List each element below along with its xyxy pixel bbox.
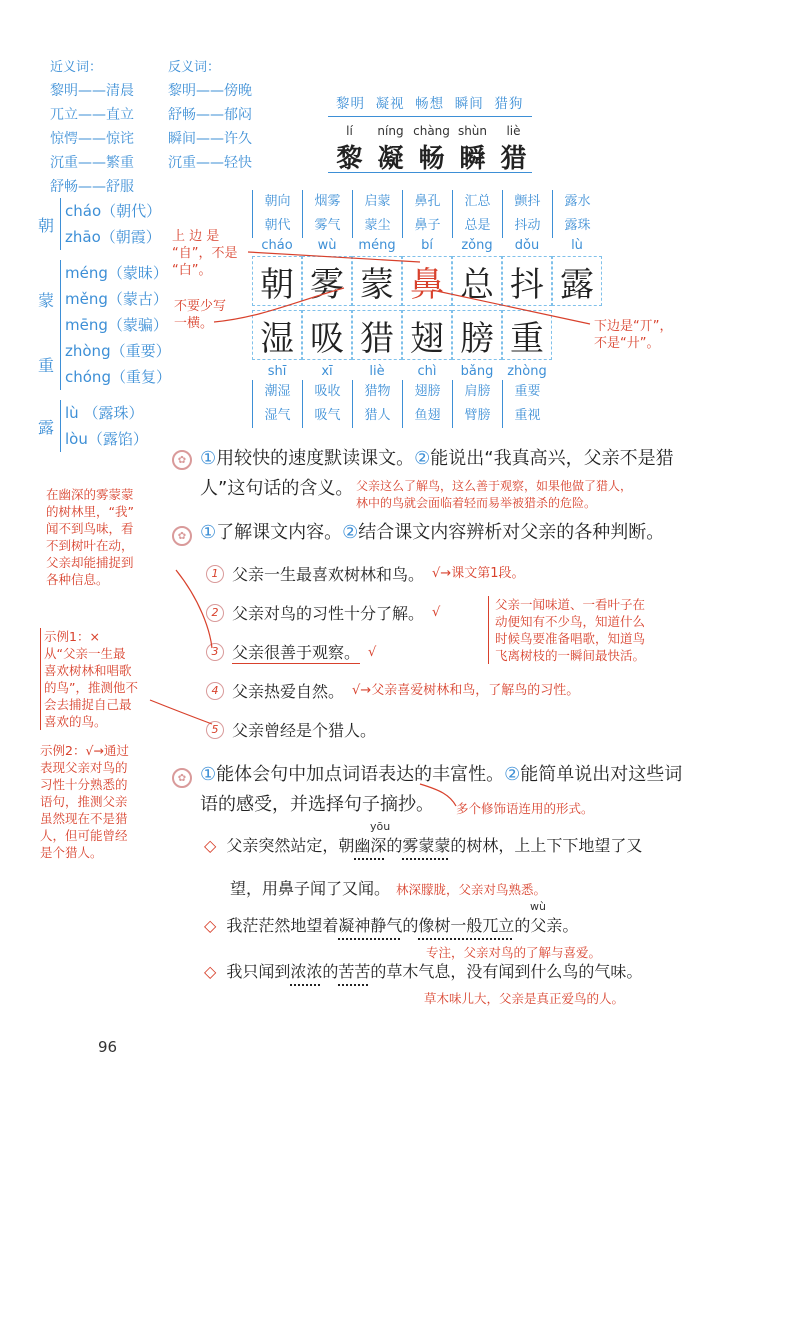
sentence-pre: 父亲突然站定，朝	[226, 836, 355, 855]
judgment-text: 父亲对鸟的习性十分了解。	[232, 604, 425, 623]
dotted-word: 雾蒙蒙	[402, 836, 451, 855]
dotted-word: 苦苦	[338, 962, 371, 981]
word: 猎人	[364, 408, 391, 423]
word: 鼻孔	[414, 194, 441, 209]
judgment-note: √→父亲喜爱树林和鸟，了解鸟的习性。	[352, 683, 580, 698]
word: 吸气	[314, 408, 341, 423]
word: 朝代	[264, 218, 291, 233]
writing-char: 吸	[302, 310, 352, 360]
read-char-glyph: 瞬	[459, 144, 486, 174]
goal2-num2: ②	[342, 522, 359, 543]
polyphone-char: 蒙	[38, 290, 55, 310]
char-pinyin: cháo	[261, 238, 293, 253]
word: 肩膀	[464, 384, 491, 399]
judgment-note: √→课文第1段。	[432, 566, 525, 581]
goal1-text1: 用较快的速度默读课文。	[216, 448, 415, 469]
sentence-mid: 的	[322, 962, 339, 981]
synonyms-title: 近义词：	[50, 60, 103, 75]
word: 鼻子	[414, 218, 441, 233]
read-char-glyph: 畅	[418, 144, 445, 174]
synonym-pair: 兀立——直立	[50, 107, 134, 123]
dotted-word: 浓浓	[290, 962, 323, 981]
dotted-word: 幽深	[354, 836, 387, 855]
judgment-text: 父亲一生最喜欢树林和鸟。	[232, 565, 425, 584]
sentence-pre: 我茫茫然地望着	[226, 916, 339, 935]
read-char-glyph: 凝	[377, 144, 404, 174]
char-pinyin: zǒng	[461, 238, 493, 253]
sentence-post: 的树林，上上下下地望了又	[450, 836, 643, 855]
char-pinyin: bǎng	[460, 364, 494, 379]
char-pinyin: dǒu	[514, 238, 540, 253]
read-words: 黎明 凝视 畅想 瞬间 猎狗	[336, 96, 524, 112]
goal3-text2: 能简单说出对这些词语的感受，并选择句子摘抄。	[200, 764, 683, 815]
word: 露珠	[564, 218, 591, 233]
read-char-pinyin: chàng	[413, 124, 450, 138]
antonym-pair: 黎明——傍晚	[168, 83, 252, 99]
writing-char: 雾	[302, 256, 352, 306]
sentence-pre: 我只闻到	[226, 962, 291, 981]
read-char-glyph: 黎	[336, 144, 363, 174]
word: 重视	[514, 408, 541, 423]
goal1-num1: ①	[200, 448, 217, 469]
goal3-num2: ②	[504, 764, 521, 785]
polyphone-reading: chóng（重复）	[65, 368, 171, 386]
polyphone-reading: mēng（蒙骗）	[65, 316, 168, 334]
judgment-note: √	[432, 605, 441, 620]
sentence-note: 专注，父亲对鸟的了解与喜爱。	[426, 945, 602, 960]
word: 重要	[514, 384, 541, 399]
goal1-note: 父亲这么了解鸟，这么善于观察，如果他做了猎人， 林中的鸟就会面临着轻而易举被猎杀的危险。	[356, 479, 633, 510]
judgment-number: 1	[206, 565, 224, 583]
polyphone-reading: měng（蒙古）	[65, 290, 168, 308]
antonyms-title: 反义词：	[168, 60, 221, 75]
writing-char: 猎	[352, 310, 402, 360]
read-char-pinyin: níng	[377, 124, 404, 138]
word: 朝向	[264, 194, 291, 209]
writing-char: 抖	[502, 256, 552, 306]
goal2-text2: 结合课文内容辨析对父亲的各种判断。	[358, 522, 665, 543]
word: 湿气	[264, 408, 291, 423]
word: 总是	[464, 218, 491, 233]
goal3-text1: 能体会句中加点词语表达的丰富性。	[216, 764, 505, 785]
dotted-word: 像树一般兀立	[418, 916, 515, 935]
judgment-number: 5	[206, 721, 224, 739]
char-pinyin: chì	[417, 364, 437, 379]
goal-icon: ✿	[172, 768, 192, 788]
sentence-note: 草木味儿大，父亲是真正爱鸟的人。	[424, 991, 625, 1006]
judgment-number: 3	[206, 643, 224, 661]
goal1-text2: 能说出“我真高兴，父亲不是猎人”这句话的含义。	[200, 448, 674, 499]
word: 翅膀	[414, 384, 441, 399]
writing-char: 重	[502, 310, 552, 360]
writing-char: 鼻	[402, 256, 452, 306]
note-qi: 下边是“丌”， 不是“廾”。	[594, 319, 673, 351]
polyphone-reading: cháo（朝代）	[65, 202, 162, 220]
judgment-text: 父亲曾经是个猎人。	[232, 721, 377, 740]
word: 汇总	[464, 194, 491, 209]
sentence-post: 的草木气息，没有闻到什么鸟的气味。	[370, 962, 643, 981]
goal-icon: ✿	[172, 526, 192, 546]
word: 抖动	[514, 218, 541, 233]
polyphone-char: 重	[38, 355, 55, 375]
left-note-3: 示例2：√→通过 表现父亲对鸟的 习性十分熟悉的 语句，推测父亲 虽然现在不是猎 人，但可能曾经 是个猎人。	[40, 743, 129, 860]
note-less-stroke: 不要少写 一横。	[174, 299, 227, 331]
writing-char: 露	[552, 256, 602, 306]
judgment-note: √	[368, 644, 377, 660]
read-char-pinyin: liè	[506, 124, 521, 138]
char-pinyin: lù	[571, 238, 583, 253]
diamond-icon: ◇	[204, 916, 217, 935]
ruby-pinyin: wù	[530, 900, 546, 913]
judgment-text: 父亲热爱自然。	[232, 682, 345, 701]
sentence-mid: 的	[386, 836, 403, 855]
read-char-glyph: 猎	[500, 144, 527, 174]
note-zi: 上 边 是 “自”，不是 “白”。	[172, 229, 238, 278]
diamond-icon: ◇	[204, 962, 217, 981]
diamond-icon: ◇	[204, 836, 217, 855]
word: 吸收	[314, 384, 341, 399]
ruby-pinyin: yōu	[370, 820, 391, 833]
page-number: 96	[98, 1038, 118, 1056]
writing-char: 朝	[252, 256, 302, 306]
sentence-line2-text: 望，用鼻子闻了又闻。	[230, 879, 391, 898]
word: 启蒙	[364, 194, 391, 209]
writing-char: 蒙	[352, 256, 402, 306]
goal3-num1: ①	[200, 764, 217, 785]
judgment-text: 父亲很善于观察。	[232, 640, 360, 664]
word: 烟雾	[314, 194, 341, 209]
goal1-num2: ②	[414, 448, 431, 469]
read-char-pinyin: lí	[346, 124, 353, 138]
char-pinyin: liè	[369, 364, 385, 379]
antonym-pair: 舒畅——郁闷	[168, 107, 252, 123]
polyphone-char: 露	[38, 417, 55, 437]
char-pinyin: bí	[421, 238, 433, 253]
sentence-note: 林深朦胧，父亲对鸟熟悉。	[396, 882, 547, 897]
writing-char: 翅	[402, 310, 452, 360]
word: 蒙尘	[364, 218, 391, 233]
read-char-pinyin: shùn	[457, 124, 488, 138]
sentence-post: 的父亲。	[514, 916, 579, 935]
writing-char: 膀	[452, 310, 502, 360]
polyphone-reading: zhòng（重要）	[65, 342, 171, 360]
left-note-1: 在幽深的雾蒙蒙 的树林里，“我” 闻不到鸟味，看 不到树叶在动， 父亲却能捕捉到 各种信息。	[46, 487, 134, 587]
char-pinyin: wù	[317, 238, 337, 253]
judgment-number: 2	[206, 604, 224, 622]
word: 猎物	[364, 384, 391, 399]
judgment2-note: 父亲一闻味道、一看叶子在 动便知有不少鸟，知道什么 时候鸟要准备唱歌，知道鸟 飞离树枝的一瞬间最快活。	[488, 596, 645, 664]
word: 臂膀	[464, 408, 491, 423]
goal-icon: ✿	[172, 450, 192, 470]
writing-char: 湿	[252, 310, 302, 360]
polyphone-char: 朝	[38, 215, 55, 235]
polyphone-reading: méng（蒙昧）	[65, 264, 168, 282]
word: 鱼翅	[414, 408, 441, 423]
word: 颤抖	[514, 194, 541, 209]
synonym-pair: 舒畅——舒服	[50, 179, 134, 195]
char-pinyin: xī	[321, 364, 333, 379]
left-note-2: 示例1：× 从“父亲一生最 喜欢树林和唱歌 的鸟”，推测他不 会去捕捉自己最 喜欢的鸟。	[40, 628, 138, 730]
sentence-mid: 的	[402, 916, 419, 935]
polyphone-reading: zhāo（朝霞）	[65, 228, 161, 246]
word: 露水	[564, 194, 591, 209]
polyphone-reading: lòu（露馅）	[65, 430, 148, 448]
synonym-pair: 惊愕——惊诧	[50, 131, 134, 147]
antonym-pair: 沉重——轻快	[168, 155, 252, 171]
goal2-text1: 了解课文内容。	[216, 522, 343, 543]
char-pinyin: méng	[358, 238, 396, 253]
word: 雾气	[314, 218, 341, 233]
polyphone-reading: lù （露珠）	[65, 404, 144, 422]
synonym-pair: 沉重——繁重	[50, 155, 134, 171]
char-pinyin: shī	[267, 364, 287, 379]
goal3-note: 多个修饰语连用的形式。	[456, 801, 594, 816]
synonym-pair: 黎明——清晨	[50, 83, 134, 99]
writing-char: 总	[452, 256, 502, 306]
char-pinyin: zhòng	[507, 364, 547, 379]
dotted-word: 凝神静气	[338, 916, 403, 935]
antonym-pair: 瞬间——许久	[168, 131, 252, 147]
word: 潮湿	[264, 384, 291, 399]
goal2-num1: ①	[200, 522, 217, 543]
judgment-number: 4	[206, 682, 224, 700]
